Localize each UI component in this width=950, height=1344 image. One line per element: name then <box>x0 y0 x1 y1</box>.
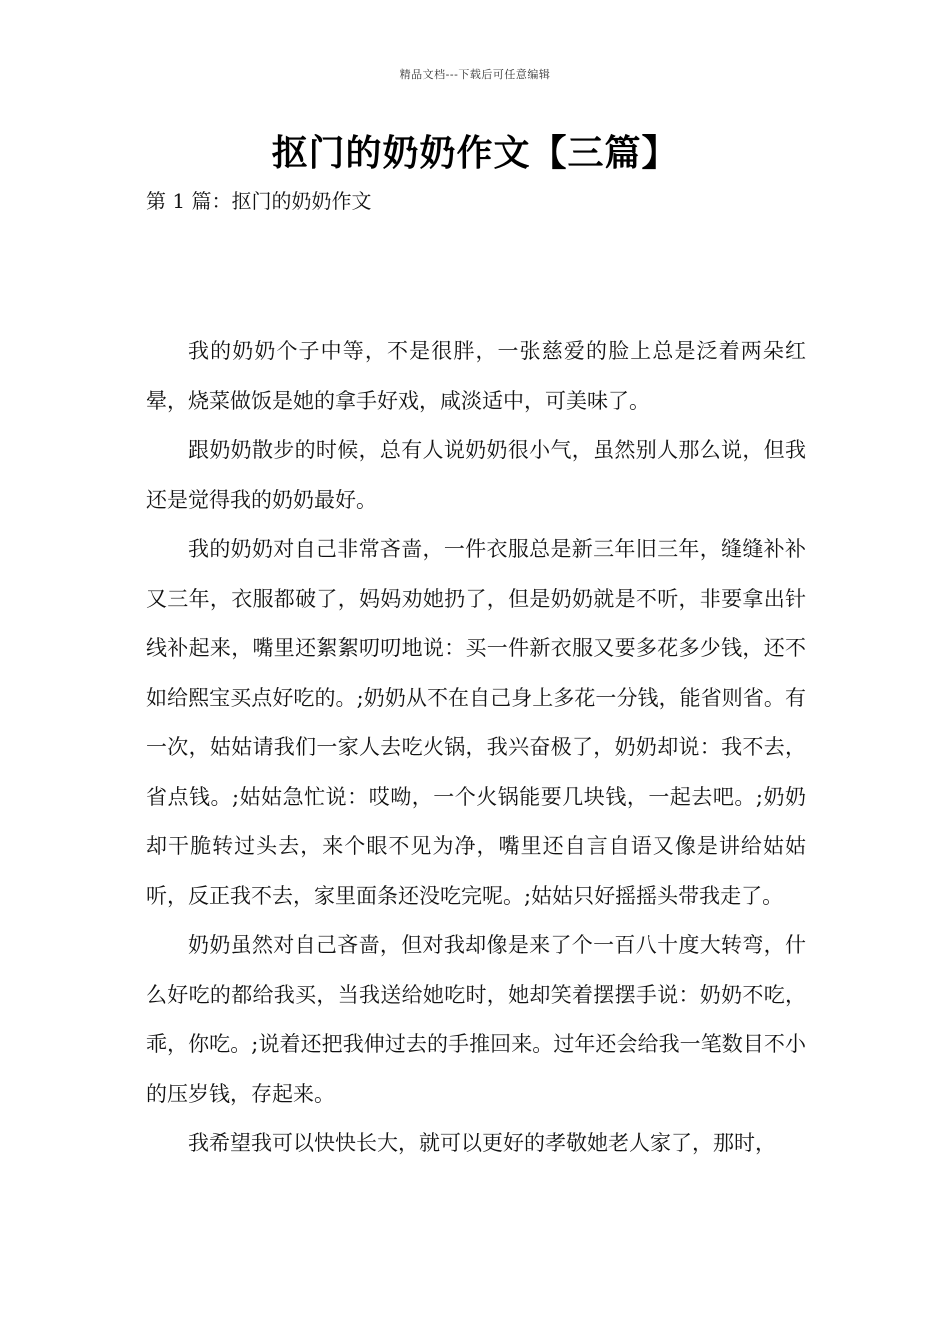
paragraph-5: 我希望我可以快快长大，就可以更好的孝敬她老人家了，那时， <box>188 1131 776 1155</box>
paragraph-1: 我的奶奶个子中等，不是很胖，一张慈爱的脸上总是泛着两朵红晕，烧菜做饭是她的拿手好戏，咸淡适中，可美味了。 <box>146 339 806 413</box>
chapter-heading: 第 1 篇：抠门的奶奶作文 <box>146 189 372 213</box>
paragraph-4: 奶奶虽然对自己吝啬，但对我却像是来了个一百八十度大转弯，什么好吃的都给我买，当我送给她吃时，她却笑着摆摆手说：奶奶不吃，乖，你吃。;说着还把我伸过去的手推回来。过年还会给我一笔数目不小的压岁钱，存起来。 <box>146 933 806 1106</box>
paragraph-3: 我的奶奶对自己非常吝啬，一件衣服总是新三年旧三年，缝缝补补又三年，衣服都破了，妈妈劝她扔了，但是奶奶就是不听，非要拿出针线补起来，嘴里还絮絮叨叨地说：买一件新衣服又要多花多少钱，还不如给熙宝买点好吃的。;奶奶从不在自己身上多花一分钱，能省则省。有一次，姑姑请我们一家人去吃火锅，我兴奋极了，奶奶却说：我不去，省点钱。;姑姑急忙说：哎呦，一个火锅能要几块钱，一起去吧。;奶奶却干脆转过头去，来个眼不见为净，嘴里还自言自语又像是讲给姑姑听，反正我不去，家里面条还没吃完呢。;姑姑只好摇摇头带我走了。 <box>146 537 806 908</box>
document-title: 抠门的奶奶作文【三篇】 <box>271 132 679 174</box>
header-watermark: 精品文档---下载后可任意编辑 <box>399 68 551 81</box>
paragraph-2: 跟奶奶散步的时候，总有人说奶奶很小气，虽然别人那么说，但我还是觉得我的奶奶最好。 <box>146 438 806 512</box>
article-body <box>146 327 806 1169</box>
